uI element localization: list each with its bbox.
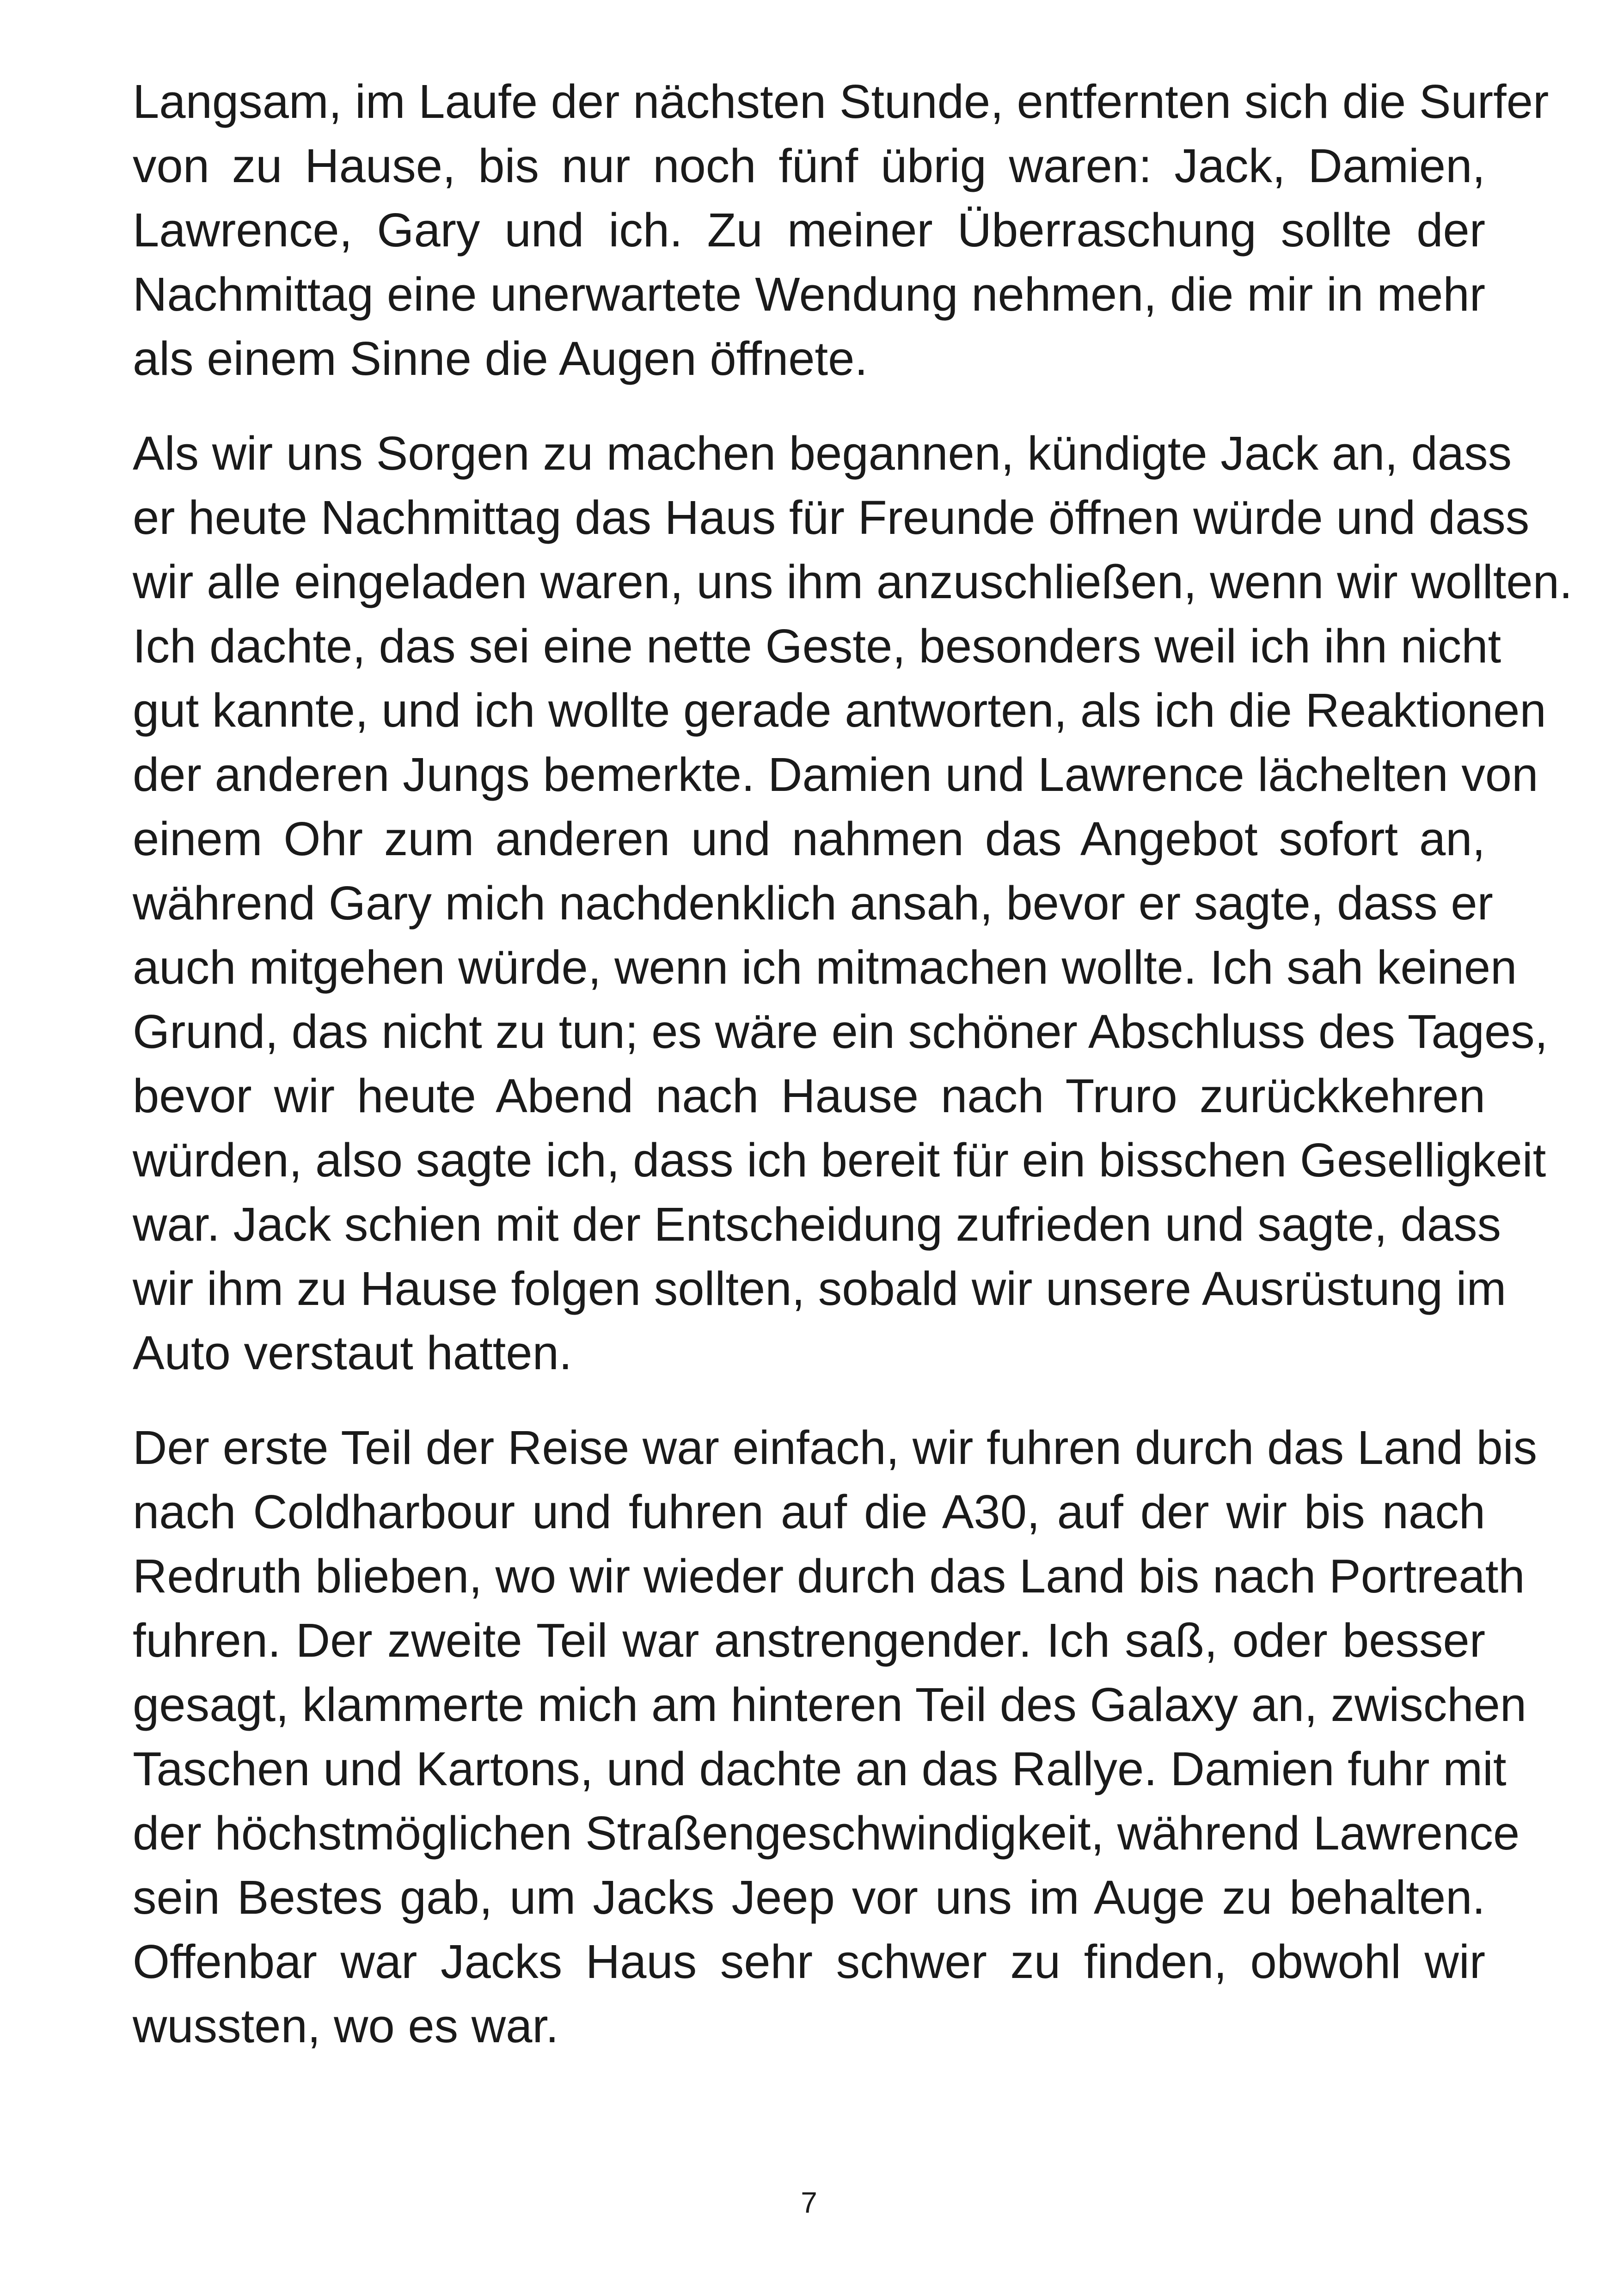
text-line: Taschen und Kartons, und dachte an das Rallye. Damien fuhr mit bbox=[133, 1742, 1507, 1795]
text-line: einem Ohr zum anderen und nahmen das Angebot sofort an, bbox=[133, 812, 1485, 865]
text-line: Redruth blieben, wo wir wieder durch das Land bis nach Portreath bbox=[133, 1549, 1525, 1603]
text-line: Der erste Teil der Reise war einfach, wir fuhren durch das Land bis bbox=[133, 1421, 1538, 1474]
text-line: wussten, wo es war. bbox=[133, 1999, 559, 2052]
paragraph-3 bbox=[133, 1415, 1538, 2058]
text-line: auch mitgehen würde, wenn ich mitmachen wollte. Ich sah keinen bbox=[133, 941, 1517, 994]
text-line: gesagt, klammerte mich am hinteren Teil des Galaxy an, zwischen bbox=[133, 1678, 1527, 1731]
text-line: der anderen Jungs bemerkte. Damien und Lawrence lächelten von bbox=[133, 748, 1538, 801]
text-line: Als wir uns Sorgen zu machen begannen, kündigte Jack an, dass bbox=[133, 427, 1512, 480]
text-line: Ich dachte, das sei eine nette Geste, besonders weil ich ihn nicht bbox=[133, 619, 1502, 673]
text-line: wir ihm zu Hause folgen sollten, sobald wir unsere Ausrüstung im bbox=[133, 1262, 1507, 1315]
text-line: fuhren. Der zweite Teil war anstrengender. Ich saß, oder besser bbox=[133, 1614, 1485, 1667]
text-line: er heute Nachmittag das Haus für Freunde öffnen würde und dass bbox=[133, 491, 1530, 544]
text-line: Langsam, im Laufe der nächsten Stunde, entfernten sich die Surfer bbox=[133, 75, 1549, 128]
text-line: sein Bestes gab, um Jacks Jeep vor uns im Auge zu behalten. bbox=[133, 1871, 1485, 1924]
text-line: gut kannte, und ich wollte gerade antworten, als ich die Reaktionen bbox=[133, 684, 1546, 737]
text-line: als einem Sinne die Augen öffnete. bbox=[133, 332, 868, 385]
text-line: wir alle eingeladen waren, uns ihm anzuschließen, wenn wir wollten. bbox=[133, 555, 1573, 608]
text-line: der höchstmöglichen Straßengeschwindigkeit, während Lawrence bbox=[133, 1806, 1520, 1860]
body-text bbox=[133, 69, 1573, 2058]
text-line: war. Jack schien mit der Entscheidung zufrieden und sagte, dass bbox=[133, 1198, 1502, 1251]
text-line: Grund, das nicht zu tun; es wäre ein schöner Abschluss des Tages, bbox=[133, 1005, 1548, 1058]
text-line: von zu Hause, bis nur noch fünf übrig waren: Jack, Damien, bbox=[133, 139, 1485, 192]
text-line: Auto verstaut hatten. bbox=[133, 1326, 572, 1379]
text-line: Offenbar war Jacks Haus sehr schwer zu finden, obwohl wir bbox=[133, 1935, 1485, 1988]
paragraph-1 bbox=[133, 69, 1549, 391]
text-line: bevor wir heute Abend nach Hause nach Truro zurückkehren bbox=[133, 1069, 1485, 1122]
page-number: 7 bbox=[801, 2186, 817, 2219]
text-line: Lawrence, Gary und ich. Zu meiner Überraschung sollte der bbox=[133, 203, 1485, 257]
text-line: während Gary mich nachdenklich ansah, bevor er sagte, dass er bbox=[133, 876, 1493, 930]
text-line: nach Coldharbour und fuhren auf die A30, auf der wir bis nach bbox=[133, 1485, 1485, 1538]
text-line: würden, also sagte ich, dass ich bereit für ein bisschen Geselligkeit bbox=[133, 1133, 1546, 1187]
text-line: Nachmittag eine unerwartete Wendung nehmen, die mir in mehr bbox=[133, 268, 1485, 321]
paragraph-2 bbox=[133, 421, 1573, 1385]
